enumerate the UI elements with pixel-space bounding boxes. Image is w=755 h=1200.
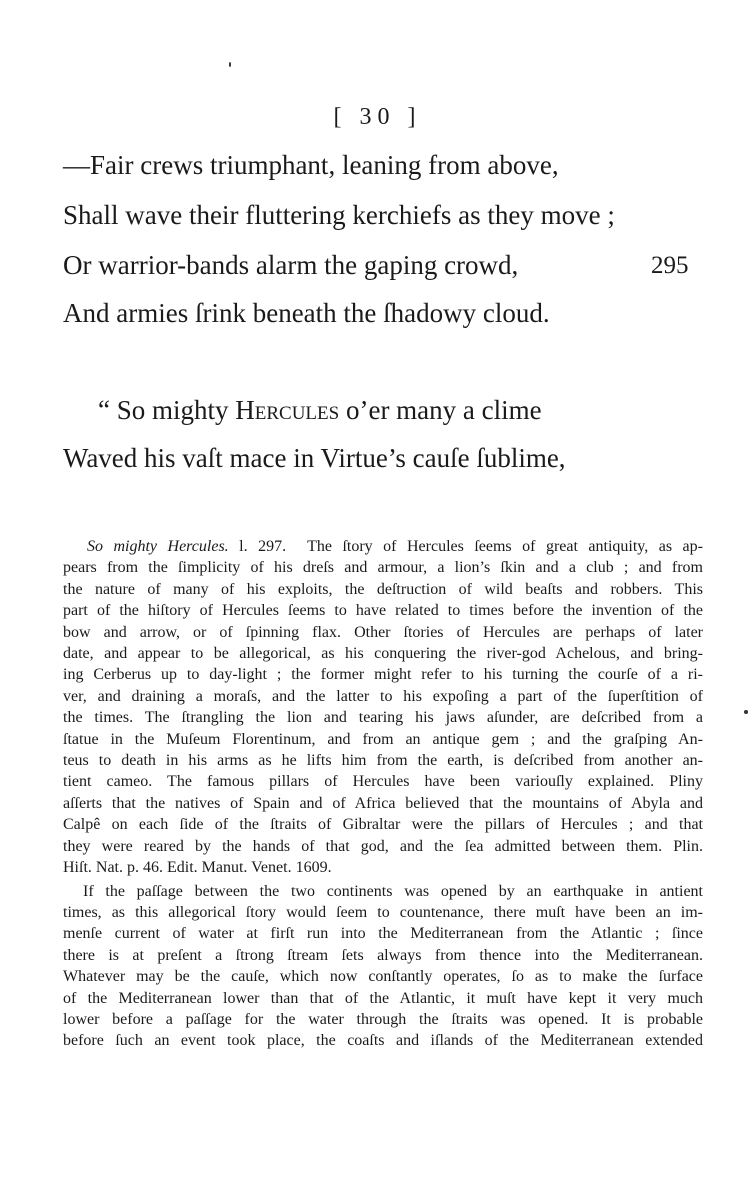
verse-line: Or warrior-bands alarm the gaping crowd, [63,250,519,280]
verse-line: —Fair crews triumphant, leaning from above, [63,150,559,180]
verse-line [98,395,542,426]
note-line: menſe current of water at firſt run into the Mediterranean from the Atlantic ; ſince [63,925,703,943]
page-number-header: [ 30 ] [333,104,422,130]
note-line: Hiſt. Nat. p. 46. Edit. Manut. Venet. 1609. [63,859,332,877]
paper-speck [229,62,231,67]
note-text: The ſtory of Hercules ſeems of great antiquity, as ap- [307,538,703,555]
note-line: Calpê on each ſide of the ſtraits of Gibraltar were the pillars of Hercules ; and that [63,816,703,834]
note-line [63,536,703,557]
paper-speck [744,710,748,714]
verse-text: “ So mighty [98,395,236,425]
note-line: tient cameo. The famous pillars of Hercules have been variouſly explained. Pliny [63,773,703,791]
note-line: they were reared by the hands of that god, and the ſea admitted between them. Plin. [63,837,703,855]
line-number: 295 [651,252,689,279]
note-line: ſtatue in the Muſeum Florentinum, and from an antique gem ; and the graſping An- [63,730,703,748]
footnotes [63,536,703,1052]
note-line: aſſerts that the natives of Spain and of Africa believed that the mountains of Abyla and [63,794,703,812]
note-line: ver, and draining a moraſs, and the latter to his expoſing a part of the ſuperſtition of [63,687,703,705]
verse-line: And armies ſrink beneath the ſhadowy cloud. [63,298,550,328]
note-line: bow and arrow, or of ſpinning flax. Other ſtories of Hercules are perhaps of later [63,623,703,641]
note-line: part of the hiſtory of Hercules ſeems to have related to times before the invention of the [63,602,703,620]
note-line: If the paſſage between the two continents was opened by an earthquake in antient [83,882,703,900]
note-line: before ſuch an event took place, the coaſts and iſlands of the Mediterranean extended [63,1032,703,1050]
note-reference: l. 297. [228,538,287,555]
note-line: lower before a paſſage for the water through the ſtraits was opened. It is probable [63,1010,703,1028]
note-line: there is at preſent a ſtrong ſtream ſets always from thence into the Mediterranean. [63,946,703,964]
note-lemma: So mighty Hercules. [87,538,229,555]
verse-line: Shall wave their fluttering kerchiefs as they move ; [63,200,615,230]
note-line: times, as this allegorical ſtory would ſeem to countenance, there muſt have been an im- [63,903,703,921]
note-line: Whatever may be the cauſe, which now conſtantly operates, ſo as to make the ſurface [63,968,703,986]
note-line: teus to death in his arms as he lifts him from the earth, is deſcribed from another an- [63,752,703,770]
verse-text: o’er many a clime [339,395,542,425]
verse-smallcaps-name: Hercules [235,395,340,425]
verse-line: Waved his vaſt mace in Virtue’s cauſe ſublime, [63,443,566,473]
note-line: pears from the ſimplicity of his dreſs and armour, a lion’s ſkin and a club ; and from [63,559,703,577]
note-line: ing Cerberus up to day-light ; the former might refer to his turning the courſe of a ri- [63,666,703,684]
note-line: of the Mediterranean lower than that of the Atlantic, it muſt have kept it very much [63,989,703,1007]
note-line: the times. The ſtrangling the lion and tearing his jaws aſunder, are deſcribed from a [63,709,703,727]
note-line: the nature of many of his exploits, the deſtruction of wild beaſts and robbers. This [63,580,703,598]
note-line: date, and appear to be allegorical, as his conquering the river-god Achelous, and bring- [63,645,703,663]
